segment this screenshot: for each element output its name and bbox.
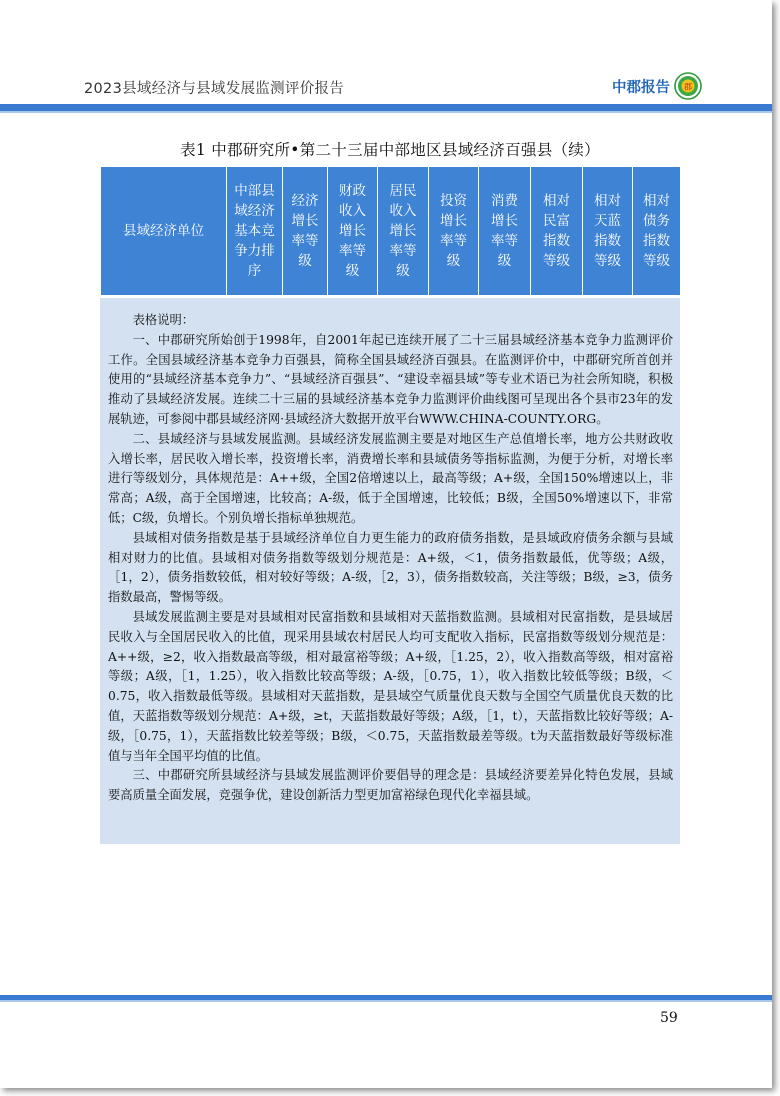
- notes-paragraph: 县域相对债务指数是基于县域经济单位自力更生能力的政府债务指数，是县域政府债务余额与县域相对财力的比值。县域相对债务指数等级划分规范是：A+级，＜1，债务指数最低，优等级；A级，［1，2），债务指数较低，相对较好等级；A-级，［2，3），债务指数较高，关注等级；B级，≥3，债务指数最高，警惕等级。: [108, 530, 673, 605]
- header-debt-index: 相对债务指数等级: [633, 167, 681, 296]
- header-consumption-growth: 消费增长率等级: [479, 167, 531, 296]
- header-rule: [0, 104, 772, 111]
- footer-rule-light: [0, 1000, 772, 1002]
- header-bluesky-index: 相对天蓝指数等级: [583, 167, 633, 296]
- header-income-growth: 居民收入增长率等级: [378, 167, 429, 296]
- header-economic-growth: 经济增长率等级: [283, 167, 328, 296]
- logo-icon: [674, 72, 702, 100]
- header-fiscal-growth: 财政收入增长率等级: [328, 167, 378, 296]
- notes-paragraph: 三、中郡研究所县域经济与县域发展监测评价要倡导的理念是：县域经济要差异化特色发展，县域要高质量全面发展，竞强争优，建设创新活力型更加富裕绿色现代化幸福县域。: [108, 768, 673, 803]
- report-title: 2023县域经济与县域发展监测评价报告: [84, 81, 345, 97]
- table-notes: [100, 298, 680, 844]
- notes-paragraph: 一、中郡研究所始创于1998年，自2001年起已连续开展了二十三届县域经济基本竞争力监测评价工作。全国县域经济基本竞争力百强县，简称全国县域经济百强县。在监测评价中，中郡研究所首创并使用的“县域经济基本竞争力”、“县域经济百强县”、“建设幸福县域”等专业术语已为社会所知晓，积极推动了县域经济发展。连续二十三届的县域经济基本竞争力监测评价曲线图可呈现出各个县市23年的发展轨迹，可参阅中郡县域经济网·县域经济大数据开放平台WWW.CHINA-COUNTY.ORG。: [108, 332, 673, 426]
- notes-heading: 表格说明：: [132, 313, 195, 327]
- header-wealth-index: 相对民富指数等级: [531, 167, 583, 296]
- header-competitiveness-rank: 中部县域经济基本竞争力排序: [227, 167, 283, 296]
- header-rule-light: [0, 111, 772, 113]
- rankings-table: [100, 166, 681, 296]
- notes-paragraph: 县域发展监测主要是对县域相对民富指数和县域相对天蓝指数监测。县域相对民富指数，是县域居民收入与全国居民收入的比值，现采用县域农村居民人均可支配收入指标，民富指数等级划分规范是：A++级，≥2，收入指数最高等级，相对最富裕等级；A+级，［1.25，2），收入指数高等级，相对富裕等级；A级，［1，1.25），收入指数比较高等级；A-级，［0.75，1），收入指数比较低等级；B级，＜0.75，收入指数最低等级。县域相对天蓝指数，是县域空气质量优良天数与全国空气质量优良天数的比值，天蓝指数等级划分规范：A+级，≥t，天蓝指数最好等级；A级，［1，t），天蓝指数比较好等级；A-级，［0.75，1），天蓝指数比较差等级；B级，＜0.75，天蓝指数最差等级。t为天蓝指数最好等级标准值与当年全国平均值的比值。: [108, 609, 673, 763]
- notes-paragraph: 二、县域经济与县域发展监测。县域经济发展监测主要是对地区生产总值增长率，地方公共财政收入增长率，居民收入增长率，投资增长率，消费增长率和县域债务等指标监测，为便于分析，对增长率进行等级划分，具体规范是：A++级，全国2倍增速以上，最高等级；A+级，全国150%增速以上，非常高；A级，高于全国增速，比较高；A-级，低于全国增速，比较低；B级，全国50%增速以下，非常低；C级，负增长。个别负增长指标单独规范。: [108, 431, 673, 525]
- header-investment-growth: 投资增长率等级: [429, 167, 479, 296]
- table-caption: 表1 中郡研究所•第二十三届中部地区县域经济百强县（续）: [180, 141, 600, 159]
- brand-name: 中郡报告: [612, 80, 670, 96]
- header-county-unit: 县域经济单位: [101, 167, 227, 296]
- logo-char: 郡: [684, 82, 692, 92]
- table-header-row: [101, 167, 681, 296]
- page-number: 59: [660, 1010, 678, 1026]
